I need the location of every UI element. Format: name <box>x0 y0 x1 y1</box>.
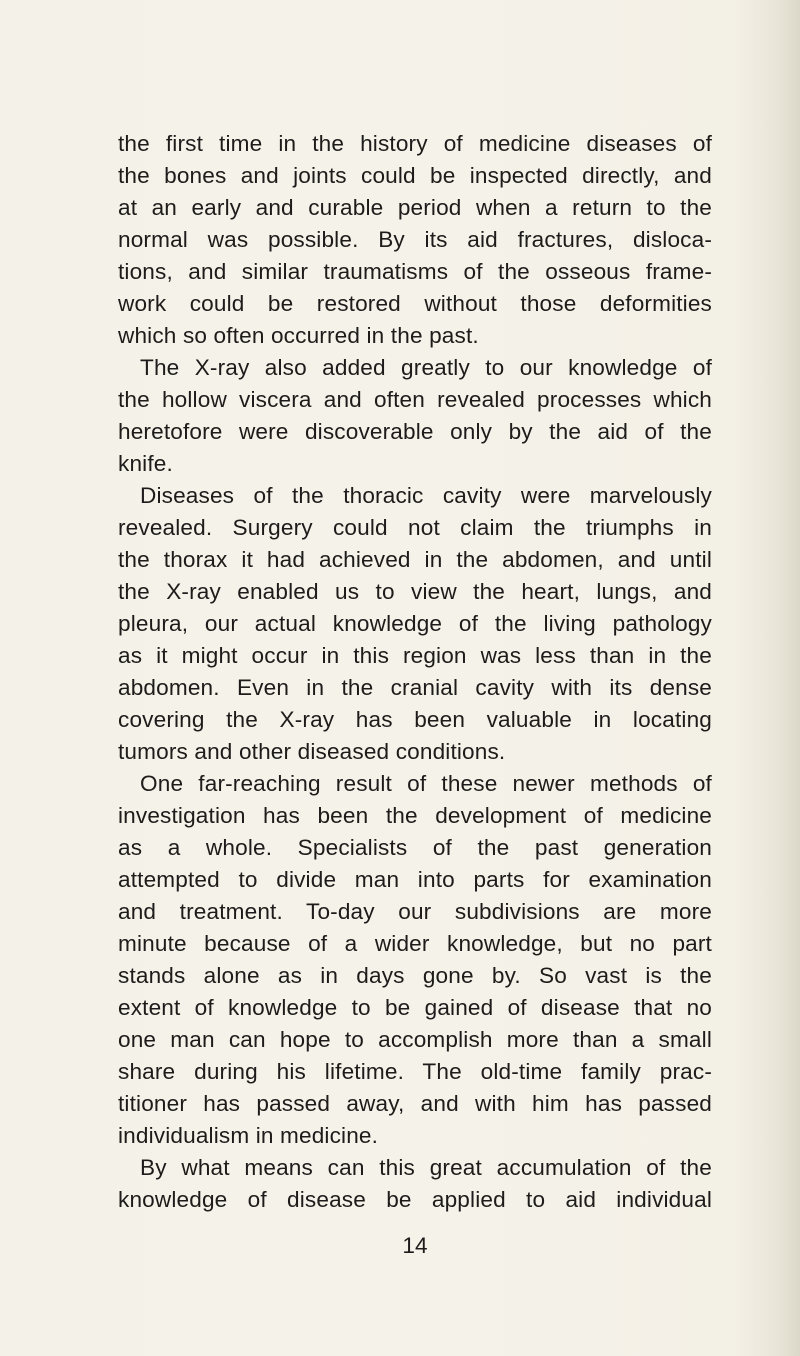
text-line: titioner has passed away, and with him has passed <box>118 1091 712 1116</box>
text-line: covering the X-ray has been valuable in locating <box>118 707 712 732</box>
text-line: tumors and other diseased conditions. <box>118 739 506 764</box>
text-line: abdomen. Even in the cranial cavity with its dense <box>118 675 712 700</box>
text-line: stands alone as in days gone by. So vast is the <box>118 963 712 988</box>
text-line: and treatment. To-day our subdivisions are more <box>118 899 712 924</box>
text-line: the hollow viscera and often revealed processes which <box>118 387 712 412</box>
text-line: at an early and curable period when a return to the <box>118 195 712 220</box>
text-line: knowledge of disease be applied to aid individual <box>118 1187 712 1212</box>
text-line: knife. <box>118 451 173 476</box>
text-line: investigation has been the development of medicine <box>118 803 712 828</box>
text-line: revealed. Surgery could not claim the triumphs in <box>118 515 712 540</box>
text-line: one man can hope to accomplish more than a small <box>118 1027 712 1052</box>
text-line: attempted to divide man into parts for examination <box>118 867 712 892</box>
page-number: 14 <box>402 1233 428 1258</box>
text-line: as it might occur in this region was less than in the <box>118 643 712 668</box>
text-line: as a whole. Specialists of the past generation <box>118 835 712 860</box>
text-line: the first time in the history of medicine diseases of <box>118 131 712 156</box>
text-line: extent of knowledge to be gained of disease that no <box>118 995 712 1020</box>
text-line: individualism in medicine. <box>118 1123 379 1148</box>
text-line: tions, and similar traumatisms of the osseous frame- <box>118 259 712 284</box>
text-line: share during his lifetime. The old-time family prac- <box>118 1059 712 1084</box>
text-line: By what means can this great accumulation of the <box>140 1155 712 1180</box>
text-line: the X-ray enabled us to view the heart, lungs, and <box>118 579 712 604</box>
text-line: normal was possible. By its aid fractures, disloca- <box>118 227 712 252</box>
text-line: the bones and joints could be inspected directly, and <box>118 163 712 188</box>
text-line: pleura, our actual knowledge of the living pathology <box>118 611 712 636</box>
text-line: heretofore were discoverable only by the aid of the <box>118 419 712 444</box>
text-line: the thorax it had achieved in the abdomen, and until <box>118 547 712 572</box>
text-line: Diseases of the thoracic cavity were marvelously <box>140 483 712 508</box>
text-line: work could be restored without those deformities <box>118 291 712 316</box>
text-line: which so often occurred in the past. <box>118 323 479 348</box>
text-line: minute because of a wider knowledge, but no part <box>118 931 712 956</box>
text-line: One far-reaching result of these newer methods of <box>140 771 712 796</box>
text-line: The X-ray also added greatly to our knowledge of <box>140 355 712 380</box>
